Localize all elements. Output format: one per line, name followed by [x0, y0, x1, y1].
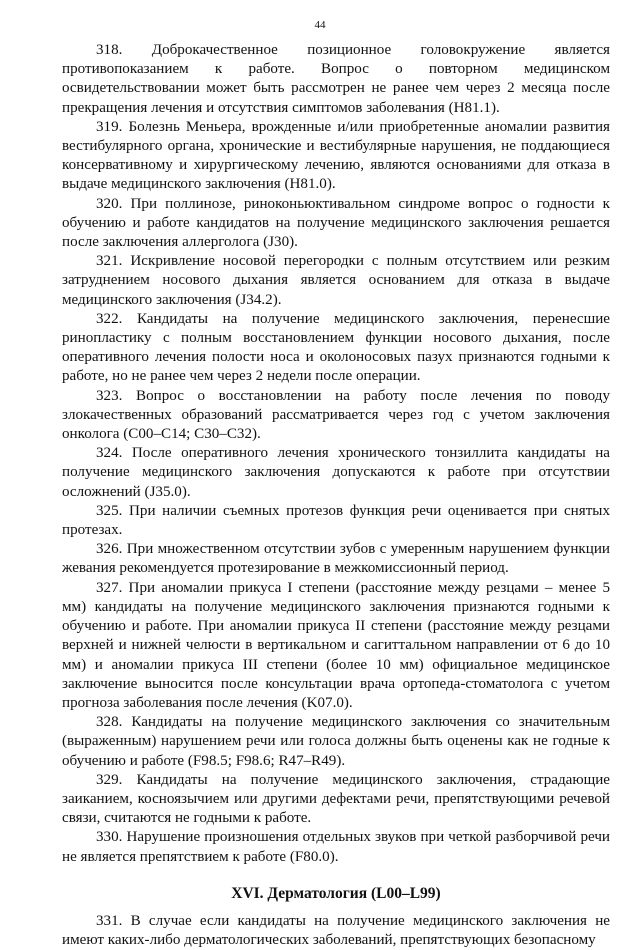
document-body	[62, 41, 610, 950]
paragraph-322: 322. Кандидаты на получение медицинского заключения, перенесшие ринопластику с полным восстановлением функции носового дыхания, после оперативного лечения полости носа и околоносовых пазух признаются годными к работе, но не ранее чем через 2 недели после операции.	[62, 310, 610, 385]
paragraph-331: 331. В случае если кандидаты на получение медицинского заключения не имеют каких-либо дерматологических заболеваний, препятствующих безопасному	[62, 912, 610, 948]
section-heading: XVI. Дерматология (L00–L99)	[231, 884, 441, 902]
paragraph-328: 328. Кандидаты на получение медицинского заключения со значительным (выраженным) нарушением речи или голоса должны быть оценены как не годные к обучению и работе (F98.5; F98.6; R47–R49).	[62, 714, 610, 769]
paragraph-330: 330. Нарушение произношения отдельных звуков при четкой разборчивой речи не является препятствием к работе (F80.0).	[62, 829, 610, 865]
paragraph-321: 321. Искривление носовой перегородки с полным отсутствием или резким затруднением носового дыхания является основанием для отказа в выдаче медицинского заключения (J34.2).	[62, 253, 610, 308]
paragraph-320: 320. При поллинозе, риноконьюктивальном синдроме вопрос о годности к обучению и работе кандидатов на получение медицинского заключения решается после заключения аллерголога (J30).	[62, 195, 610, 251]
paragraph-323: 323. Вопрос о восстановлении на работу после лечения по поводу злокачественных образований рассматривается через год с учетом заключения онколога (C00–C14; C30–C32).	[62, 387, 610, 443]
paragraph-319: 319. Болезнь Меньера, врожденные и/или приобретенные аномалии развития вестибулярного органа, хронические и вестибулярные нарушения, не поддающиеся консервативному и хирургическому лечению, являются основаниями для отказа в выдаче медицинского заключения (H81.0).	[62, 118, 610, 193]
paragraph-324: 324. После оперативного лечения хронического тонзиллита кандидаты на получение медицинского заключения допускаются к работе при отсутствии осложнений (J35.0).	[62, 445, 610, 500]
paragraph-327: 327. При аномалии прикуса I степени (расстояние между резцами – менее 5 мм) кандидаты на получение медицинского заключения признаются годными к обучению и работе. При аномалии прикуса II степени (расстояние между резцами верхней и нижней челюсти в вертикальном и сагиттальном направлении от 6 до 10 мм) и аномалии прикуса III степени (более 10 мм) официальное медицинское заключение выносится после консультации врача ортопеда-стоматолога с учетом прогноза заболевания после лечения (K07.0).	[62, 579, 610, 711]
page-number: 44	[314, 19, 326, 31]
paragraph-326: 326. При множественном отсутствии зубов с умеренным нарушением функции жевания рекомендуется протезирование в межкомиссионный период.	[62, 541, 610, 577]
paragraph-318: 318. Доброкачественное позиционное головокружение является противопоказанием к работе. Вопрос о повторном медицинском освидетельствовании может быть рассмотрен не ранее чем через 2 месяца после прекращения лечения и отсутствия симптомов заболевания (H81.1).	[62, 42, 610, 116]
paragraph-325: 325. При наличии съемных протезов функция речи оценивается при снятых протезах.	[62, 502, 610, 539]
paragraph-329: 329. Кандидаты на получение медицинского заключения, страдающие заиканием, косноязычием или другими дефектами речи, препятствующими речевой связи, считаются не годными к работе.	[62, 771, 610, 827]
